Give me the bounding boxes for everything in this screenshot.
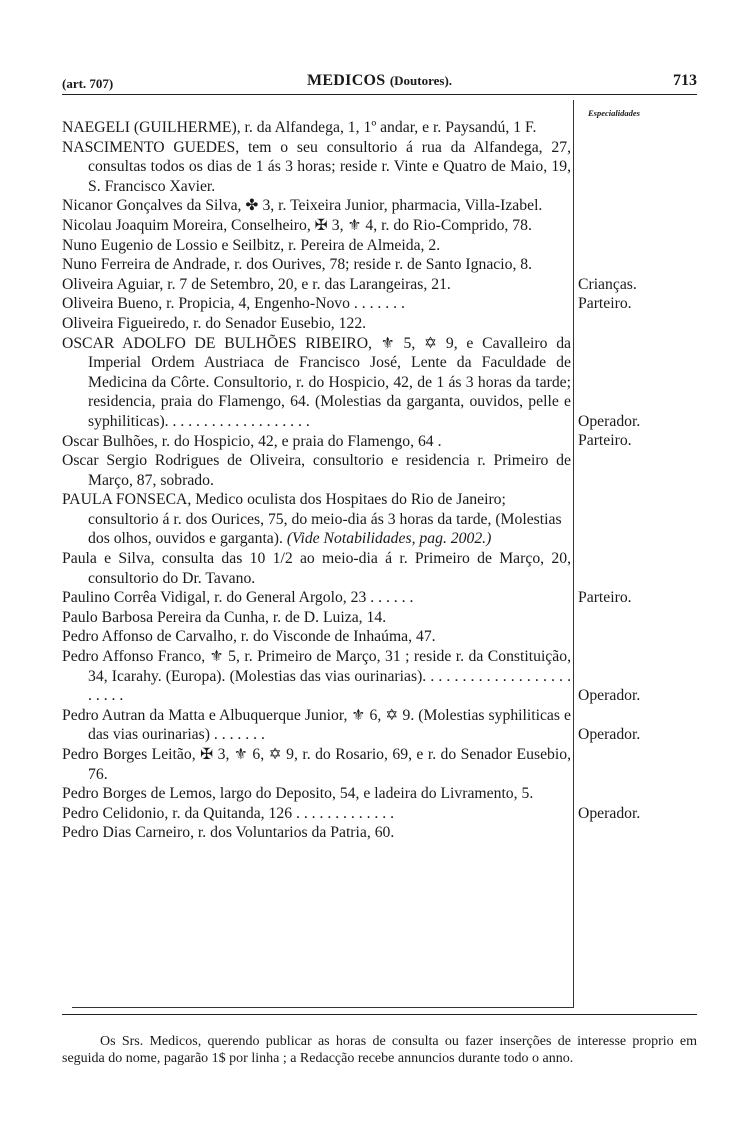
specialty-pedro-autran: Operador. <box>578 726 641 744</box>
entry-nuno-eugenio: Nuno Eugenio de Lossio e Seilbitz, r. Pereira de Almeida, 2. <box>62 236 441 254</box>
column-divider <box>573 100 574 1007</box>
specialties-column-heading: Especialidades <box>588 108 640 118</box>
specialty-pedro-affonso-franco: Operador. <box>578 687 641 705</box>
entry-naegeli: NAEGELI (GUILHERME), r. da Alfandega, 1, 1º andar, e r. Paysandú, 1 F. <box>62 119 537 136</box>
footer-rule <box>62 1014 697 1015</box>
entry-oscar-adolfo: OSCAR ADOLFO DE BULHÕES RIBEIRO, ⚜ 5, ✡ 9, e Cavalleiro da Imperial Ordem Austriaca de Francisco José, Lente da Faculdade de Medicina da Côrte. Consultorio, r. do Hospicio, 42, de 1 ás 3 horas da tarde; residencia, praia do Flamengo, 64. (Molestias da garganta, ouvidos, pelle e syphiliticas). . . . . . . . . . . . . . . . . . . <box>62 334 571 430</box>
specialty-oscar-adolfo: Operador. <box>578 412 641 430</box>
specialty-pedro-celidonio: Operador. <box>578 804 641 822</box>
specialty-oliveira-aguiar: Crianças. <box>578 275 637 293</box>
entry-nascimento-guedes: NASCIMENTO GUEDES, tem o seu consultorio á rua da Alfandega, 27, consultas todos os dias de 1 ás 3 horas; reside r. Vinte e Quatro de Maio, 19, S. Francisco Xavier. <box>62 138 571 195</box>
entry-paulo-barbosa: Paulo Barbosa Pereira da Cunha, r. de D. Luiza, 14. <box>62 608 387 626</box>
entry-paula-silva: Paula e Silva, consulta das 10 1/2 ao meio-dia á r. Primeiro de Março, 20, consultorio do Dr. Tavano. <box>62 550 571 587</box>
entry-paulino: Paulino Corrêa Vidigal, r. do General Argolo, 23 . . . . . . <box>62 589 414 607</box>
entry-paula-fonseca <box>62 490 571 549</box>
entry-pedro-borges-lemos: Pedro Borges de Lemos, largo do Deposito, 54, e ladeira do Livramento, 5. <box>62 785 534 803</box>
specialty-paulino: Parteiro. <box>578 589 632 607</box>
entry-oscar-bulhoes: Oscar Bulhões, r. do Hospicio, 42, e praia do Flamengo, 64 . <box>62 432 442 450</box>
specialty-oscar-bulhoes: Parteiro. <box>578 432 632 450</box>
page-header <box>62 72 697 95</box>
section-title: MEDICOS <box>306 72 386 89</box>
article-reference: (art. 707) <box>62 76 114 91</box>
entry-nicolau: Nicolau Joaquim Moreira, Conselheiro, ✠ 3, ⚜ 4, r. do Rio-Comprido, 78. <box>62 216 532 234</box>
specialty-oliveira-bueno: Parteiro. <box>578 295 632 313</box>
entry-oliveira-aguiar: Oliveira Aguiar, r. 7 de Setembro, 20, e r. das Larangeiras, 21. <box>62 275 451 293</box>
entry-nicanor: Nicanor Gonçalves da Silva, ✤ 3, r. Teixeira Junior, pharmacia, Villa-Izabel. <box>62 197 543 215</box>
page-number: 713 <box>673 72 697 89</box>
entry-pedro-dias: Pedro Dias Carneiro, r. dos Voluntarios da Patria, 60. <box>62 824 395 842</box>
entry-paula-fonseca-reference: (Vide Notabilidades, pag. 2002.) <box>286 530 492 548</box>
entry-pedro-affonso-franco: Pedro Affonso Franco, ⚜ 5, r. Primeiro de Março, 31 ; reside r. da Constituição, 34, Icarahy. (Europa). (Molestias das vias ourinarias). . . . . . . . . . . . . . . . . . . . . . . . <box>62 648 571 705</box>
entry-nuno-ferreira: Nuno Ferreira de Andrade, r. dos Ourives, 78; reside r. de Santo Ignacio, 8. <box>62 256 533 274</box>
footer-note: Os Srs. Medicos, querendo publicar as horas de consulta ou fazer inserções de interesse proprio em seguida do nome, pagarão 1$ por linha ; a Redacção recebe annuncios durante todo o anno. <box>62 1034 697 1066</box>
entry-pedro-borges-leitao: Pedro Borges Leitão, ✠ 3, ⚜ 6, ✡ 9, r. do Rosario, 69, e r. do Senador Eusebio, 76. <box>62 746 571 783</box>
entry-oliveira-bueno: Oliveira Bueno, r. Propicia, 4, Engenho-Novo . . . . . . . <box>62 295 405 313</box>
entry-paula-fonseca-text: PAULA FONSECA, Medico oculista dos Hospitaes do Rio de Janeiro; consultorio á r. dos Ourices, 75, do meio-dia ás 3 horas da tarde, (Molestias dos olhos, ouvidos e garganta). <box>62 491 562 548</box>
section-subtitle: (Doutores). <box>389 73 453 88</box>
entry-oliveira-figueiredo: Oliveira Figueiredo, r. do Senador Eusebio, 122. <box>62 314 367 332</box>
entry-pedro-celidonio: Pedro Celidonio, r. da Quitanda, 126 . . . . . . . . . . . . . <box>62 804 395 822</box>
entries-bottom-rule <box>72 1007 574 1008</box>
entry-pedro-autran: Pedro Autran da Matta e Albuquerque Junior, ⚜ 6, ✡ 9. (Molestias syphiliticas e das vias ourinarias) . . . . . . . <box>62 706 571 744</box>
entries-list <box>62 118 571 843</box>
entry-pedro-affonso-carvalho: Pedro Affonso de Carvalho, r. do Visconde de Inhaúma, 47. <box>62 628 436 646</box>
entry-oscar-sergio: Oscar Sergio Rodrigues de Oliveira, consultorio e residencia r. Primeiro de Março, 87, sobrado. <box>62 452 571 489</box>
page-title <box>62 72 697 90</box>
